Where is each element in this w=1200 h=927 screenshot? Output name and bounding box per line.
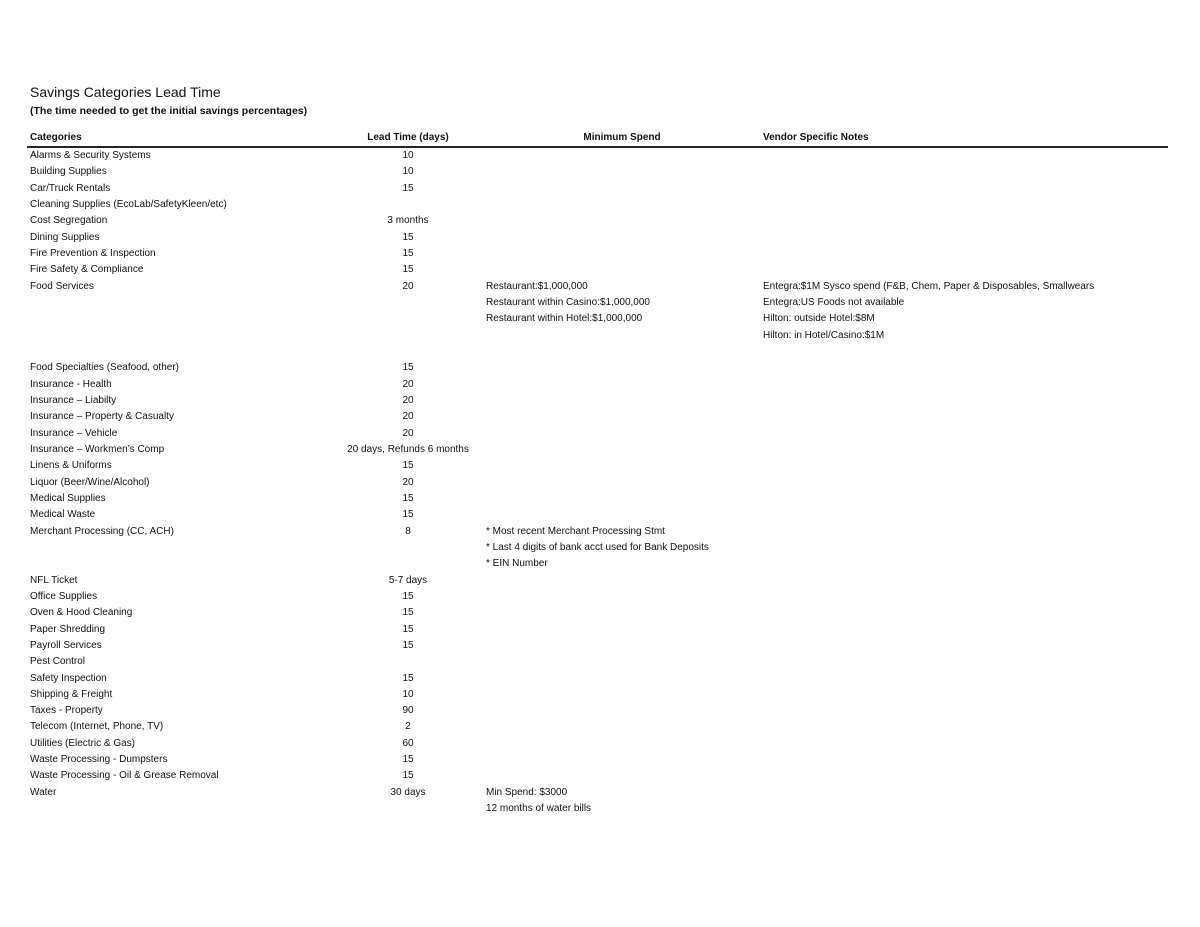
category-cell: Car/Truck Rentals (30, 182, 111, 194)
category-cell: Water (30, 786, 57, 798)
category-cell: Office Supplies (30, 590, 98, 602)
table-row (0, 409, 1200, 425)
lead-time-cell: 20 (402, 378, 414, 390)
table-row (0, 589, 1200, 605)
category-cell: Medical Supplies (30, 492, 106, 504)
header-vendor-notes: Vendor Specific Notes (763, 132, 869, 143)
category-cell: Insurance – Vehicle (30, 427, 118, 439)
lead-time-cell: 15 (402, 623, 414, 635)
lead-time-cell: 15 (402, 247, 414, 259)
category-cell: Insurance – Workmen’s Comp (30, 443, 165, 455)
table-row (0, 785, 1200, 801)
lead-time-cell: 15 (402, 509, 414, 521)
category-cell: Fire Prevention & Inspection (30, 247, 156, 259)
table-row (0, 230, 1200, 246)
category-cell: Oven & Hood Cleaning (30, 607, 133, 619)
table-row (0, 279, 1200, 295)
category-cell: Cleaning Supplies (EcoLab/SafetyKleen/etc) (30, 198, 227, 210)
lead-time-cell: 20 days, Refunds 6 months (347, 443, 469, 455)
table-row (0, 540, 1200, 556)
categories-table (0, 148, 1200, 817)
table-row (0, 752, 1200, 768)
minimum-spend-cell: Min Spend: $3000 (486, 786, 568, 798)
category-cell: Insurance – Property & Casualty (30, 411, 174, 423)
table-row (0, 507, 1200, 523)
lead-time-cell: 15 (402, 182, 414, 194)
table-row (0, 262, 1200, 278)
category-cell: Linens & Uniforms (30, 460, 112, 472)
lead-time-cell: 30 days (390, 786, 426, 798)
minimum-spend-cell: Restaurant within Casino:$1,000,000 (486, 296, 650, 308)
table-row (0, 573, 1200, 589)
table-row (0, 328, 1200, 344)
table-row (0, 491, 1200, 507)
category-cell: Food Services (30, 280, 94, 292)
table-row (0, 801, 1200, 817)
vendor-note-cell: Hilton: in Hotel/Casino:$1M (763, 329, 885, 341)
category-cell: Cost Segregation (30, 215, 108, 227)
table-row (0, 246, 1200, 262)
table-row (0, 181, 1200, 197)
header-categories: Categories (30, 132, 82, 143)
header-lead-time: Lead Time (days) (367, 132, 449, 143)
category-cell: Liquor (Beer/Wine/Alcohol) (30, 476, 150, 488)
table-row (0, 605, 1200, 621)
table-row (0, 197, 1200, 213)
table-row (0, 671, 1200, 687)
minimum-spend-cell: Restaurant within Hotel:$1,000,000 (486, 313, 643, 325)
lead-time-cell: 15 (402, 492, 414, 504)
minimum-spend-cell: * EIN Number (486, 558, 548, 570)
lead-time-cell: 90 (402, 705, 414, 717)
table-row (0, 703, 1200, 719)
lead-time-cell: 60 (402, 737, 414, 749)
lead-time-cell: 15 (402, 590, 414, 602)
category-cell: Paper Shredding (30, 623, 106, 635)
lead-time-cell: 20 (402, 427, 414, 439)
table-row (0, 687, 1200, 703)
lead-time-cell: 2 (405, 721, 411, 733)
lead-time-cell: 10 (402, 150, 414, 161)
category-cell: Pest Control (30, 656, 86, 668)
category-cell: Food Specialties (Seafood, other) (30, 362, 179, 374)
lead-time-cell: 15 (402, 264, 414, 276)
category-cell: Fire Safety & Compliance (30, 264, 144, 276)
lead-time-cell: 15 (402, 639, 414, 651)
lead-time-cell: 15 (402, 231, 414, 243)
lead-time-cell: 3 months (387, 215, 429, 227)
lead-time-cell: 8 (405, 525, 411, 537)
lead-time-cell: 5-7 days (388, 574, 428, 586)
lead-time-cell: 15 (402, 672, 414, 684)
table-row (0, 344, 1200, 360)
table-row (0, 638, 1200, 654)
table-row (0, 377, 1200, 393)
table-row (0, 295, 1200, 311)
lead-time-cell: 20 (402, 394, 414, 406)
category-cell: Merchant Processing (CC, ACH) (30, 525, 174, 537)
lead-time-cell: 15 (402, 770, 414, 782)
category-cell: NFL Ticket (30, 574, 78, 586)
minimum-spend-cell: Restaurant:$1,000,000 (486, 280, 588, 292)
category-cell: Alarms & Security Systems (30, 150, 151, 161)
table-row (0, 719, 1200, 735)
table-row (0, 426, 1200, 442)
table-row (0, 475, 1200, 491)
page-subtitle: (The time needed to get the initial savings percentages) (30, 105, 308, 117)
category-cell: Building Supplies (30, 166, 107, 178)
category-cell: Waste Processing - Oil & Grease Removal (30, 770, 219, 782)
lead-time-cell: 20 (402, 280, 414, 292)
table-row (0, 393, 1200, 409)
lead-time-cell: 15 (402, 460, 414, 472)
minimum-spend-cell: * Last 4 digits of bank acct used for Bank Deposits (486, 541, 709, 553)
header-minimum-spend: Minimum Spend (583, 132, 661, 143)
lead-time-cell: 15 (402, 754, 414, 766)
table-row (0, 622, 1200, 638)
minimum-spend-cell: 12 months of water bills (486, 803, 592, 815)
vendor-note-cell: Entegra:US Foods not available (763, 296, 905, 308)
table-row (0, 768, 1200, 784)
table-row (0, 164, 1200, 180)
lead-time-cell: 15 (402, 607, 414, 619)
lead-time-cell: 15 (402, 362, 414, 374)
category-cell: Utilities (Electric & Gas) (30, 737, 136, 749)
table-row (0, 458, 1200, 474)
minimum-spend-cell: * Most recent Merchant Processing Stmt (486, 525, 665, 537)
table-row (0, 213, 1200, 229)
table-row (0, 556, 1200, 572)
vendor-note-cell: Entegra:$1M Sysco spend (F&B, Chem, Paper & Disposables, Smallwears (763, 280, 1095, 292)
category-cell: Medical Waste (30, 509, 96, 521)
category-cell: Safety Inspection (30, 672, 107, 684)
category-cell: Dining Supplies (30, 231, 100, 243)
table-row (0, 148, 1200, 164)
table-row (0, 654, 1200, 670)
table-row (0, 524, 1200, 540)
table-row (0, 736, 1200, 752)
table-row (0, 360, 1200, 376)
category-cell: Shipping & Freight (30, 688, 113, 700)
lead-time-cell: 10 (402, 166, 414, 178)
table-row (0, 442, 1200, 458)
category-cell: Telecom (Internet, Phone, TV) (30, 721, 164, 733)
table-row (0, 311, 1200, 327)
lead-time-cell: 20 (402, 476, 414, 488)
page-title: Savings Categories Lead Time (30, 84, 221, 100)
category-cell: Taxes - Property (30, 705, 103, 717)
category-cell: Waste Processing - Dumpsters (30, 754, 168, 766)
category-cell: Payroll Services (30, 639, 102, 651)
lead-time-cell: 20 (402, 411, 414, 423)
category-cell: Insurance - Health (30, 378, 112, 390)
lead-time-cell: 10 (402, 688, 414, 700)
category-cell: Insurance – Liabilty (30, 394, 117, 406)
vendor-note-cell: Hilton: outside Hotel:$8M (763, 313, 875, 325)
